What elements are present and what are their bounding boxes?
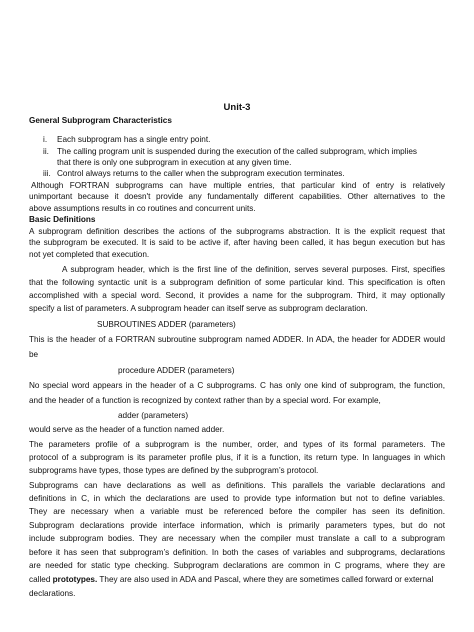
- list-item-continuation: that there is only one subprogram in execution at any given time.: [57, 158, 292, 167]
- paragraph-line: accomplished with a special word. Second, it provides a name for the subprogram. Third, it may optionally: [29, 291, 445, 300]
- paragraph-line: [29, 575, 445, 585]
- paragraph-line: are needed for static type checking. Subprogram declarations are common in C programs, where they are: [29, 561, 445, 570]
- list-item: The calling program unit is suspended during the execution of the called subprogram, which implies: [57, 147, 417, 156]
- list-item: Control always returns to the caller when the subprogram execution terminates.: [57, 169, 345, 178]
- paragraph-line: before it has seen that subprogram’s definition. In both the cases of variables and subprograms, declarations: [29, 548, 445, 557]
- paragraph-line: above assumptions results in co routines and concurrent units.: [29, 204, 256, 213]
- paragraph-line: A subprogram definition describes the actions of the subprograms abstraction. It is the explicit request that: [29, 227, 445, 236]
- paragraph-line: protocol of a subprogram is its parameter profile plus, if it is a function, its return type. In languages in which: [29, 453, 445, 462]
- list-item-number: ii.: [43, 147, 49, 156]
- paragraph-line: They are necessary when a variable must be referenced before the compiler has seen its definition.: [29, 507, 445, 516]
- paragraph-line: definitions in C, in which the declarations are used to provide type information but not to define variables.: [29, 494, 445, 503]
- paragraph-line: specify a list of parameters. A subprogram header can itself serve as subprogram declaration.: [29, 304, 368, 313]
- paragraph-line: A subprogram header, which is the first line of the definition, serves several purposes. First, specifies: [62, 265, 445, 274]
- paragraph-line: declarations.: [29, 589, 76, 598]
- paragraph-line: would serve as the header of a function named adder.: [29, 425, 225, 434]
- code-header-fortran: SUBROUTINES ADDER (parameters): [97, 320, 236, 329]
- basic-definitions-heading: Basic Definitions: [29, 215, 96, 224]
- paragraph-line: and the header of a function is recognized by context rather than by a special word. For example,: [29, 396, 381, 405]
- section-heading: General Subprogram Characteristics: [29, 116, 172, 125]
- page-title: Unit-3: [223, 102, 251, 113]
- prototypes-term: prototypes.: [52, 575, 98, 584]
- paragraph-line: subprograms have types, those types are defined by the subprogram’s protocol.: [29, 466, 319, 475]
- paragraph-text: called: [29, 575, 53, 584]
- list-item-number: i.: [43, 135, 48, 144]
- code-header-ada: procedure ADDER (parameters): [118, 366, 235, 375]
- paragraph-line: The parameters profile of a subprogram is the number, order, and types of its formal parameters. The: [29, 440, 445, 449]
- paragraph-line: This is the header of a FORTRAN subroutine subprogram named ADDER. In ADA, the header for ADDER would: [29, 335, 445, 344]
- list-item-number: iii.: [43, 169, 51, 178]
- paragraph-line: Subprogram declarations provide interface information, which is primarily parameters types, but do not: [29, 521, 445, 530]
- paragraph-line: No special word appears in the header of a C subprograms. C has only one kind of subprogram, the function,: [29, 381, 445, 390]
- code-header-c: adder (parameters): [118, 411, 189, 420]
- paragraph-line: Although FORTRAN subprograms can have multiple entries, that particular kind of entry is relatively: [31, 181, 445, 190]
- paragraph-line: Subprograms can have declarations as well as definitions. This parallels the variable declarations and: [29, 481, 445, 490]
- paragraph-line: not yet completed that execution.: [29, 250, 150, 259]
- paragraph-text: They are also used in ADA and Pascal, where they are sometimes called forward or external: [97, 575, 434, 584]
- paragraph-line: the subprogram be executed. It is said to be active if, after having been called, it has begun execution but has: [29, 238, 445, 247]
- paragraph-line: unimportant because it doesn't provide any fundamentally different capabilities. Other alternatives to the: [29, 192, 445, 201]
- list-item: Each subprogram has a single entry point.: [57, 135, 211, 144]
- paragraph-line: be: [29, 350, 39, 359]
- paragraph-line: include subprogram bodies. They are necessary when the compiler must translate a call to a subprogram: [29, 534, 445, 543]
- paragraph-line: that the following syntactic unit is a subprogram definition of some particular kind. This specification is often: [29, 278, 445, 287]
